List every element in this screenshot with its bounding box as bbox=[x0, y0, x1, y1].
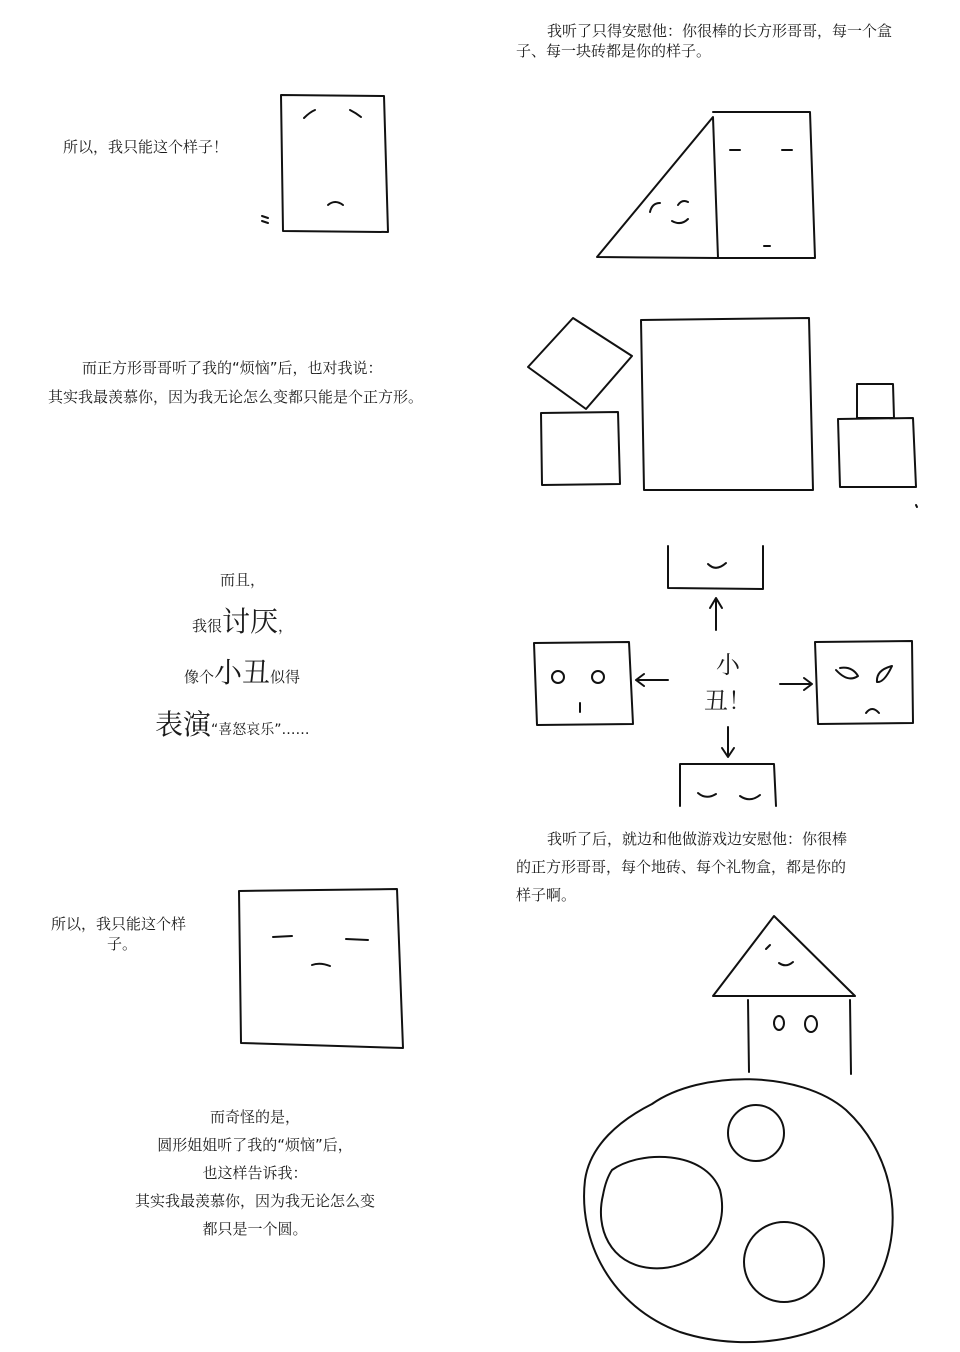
panel7-line1: 所以，我只能这个样 bbox=[51, 915, 187, 933]
sad-rectangle-drawing bbox=[262, 95, 388, 232]
panel8-line3: 也这样告诉我： bbox=[202, 1164, 308, 1182]
panel4-line3-big: 小丑 bbox=[214, 656, 271, 689]
panel8-line5: 都只是一个圆。 bbox=[202, 1220, 308, 1238]
panel4-line4 bbox=[155, 707, 310, 748]
panel4-line3 bbox=[184, 655, 300, 695]
panel4-line1: 而且， bbox=[220, 571, 266, 589]
panel8-line2: 圆形姐姐听了我的“烦恼”后， bbox=[157, 1136, 353, 1154]
panel4-line2-post: ， bbox=[278, 617, 294, 635]
panel3-line1: 而正方形哥哥听了我的“烦恼”后，也对我说： bbox=[82, 359, 383, 377]
clown-char2: 丑！ bbox=[704, 687, 752, 715]
panel4-line4-post: “喜怒哀乐”…… bbox=[211, 722, 310, 738]
house-and-circles-drawing bbox=[584, 916, 893, 1342]
panel6-line3: 样子啊。 bbox=[516, 886, 577, 904]
panel2-line2: 子、每一块砖都是你的样子。 bbox=[516, 42, 712, 60]
panel4-line2 bbox=[192, 604, 293, 644]
panel1-caption: 所以，我只能这个样子！ bbox=[63, 138, 229, 156]
panel4-line3-post: 似得 bbox=[270, 668, 301, 686]
panel6-line1: 我听了后，就边和他做游戏边安慰他：你很棒 bbox=[547, 830, 848, 848]
panel8-line1: 而奇怪的是， bbox=[209, 1108, 300, 1126]
panel3-line2: 其实我最羡慕你，因为我无论怎么变都只能是个正方形。 bbox=[48, 388, 424, 406]
panel4-line4-big: 表演 bbox=[155, 708, 212, 741]
panel2-line1: 我听了只得安慰他：你很棒的长方形哥哥，每一个盒 bbox=[547, 22, 893, 40]
panel4-line2-big: 讨厌 bbox=[222, 605, 279, 638]
panel8-line4: 其实我最羡慕你，因为我无论怎么变 bbox=[134, 1192, 375, 1210]
panel4-line3-pre: 像个 bbox=[184, 668, 215, 686]
panel6-line2: 的正方形哥哥，每个地砖、每个礼物盒，都是你的 bbox=[516, 858, 847, 876]
triangle-and-rectangle-drawing bbox=[597, 112, 815, 258]
panel4-line2-pre: 我很 bbox=[192, 617, 223, 635]
squares-drawing bbox=[528, 318, 917, 507]
calm-square-drawing bbox=[239, 889, 403, 1048]
panel7-line2: 子。 bbox=[107, 935, 138, 953]
clown-char1: 小 bbox=[716, 651, 740, 679]
